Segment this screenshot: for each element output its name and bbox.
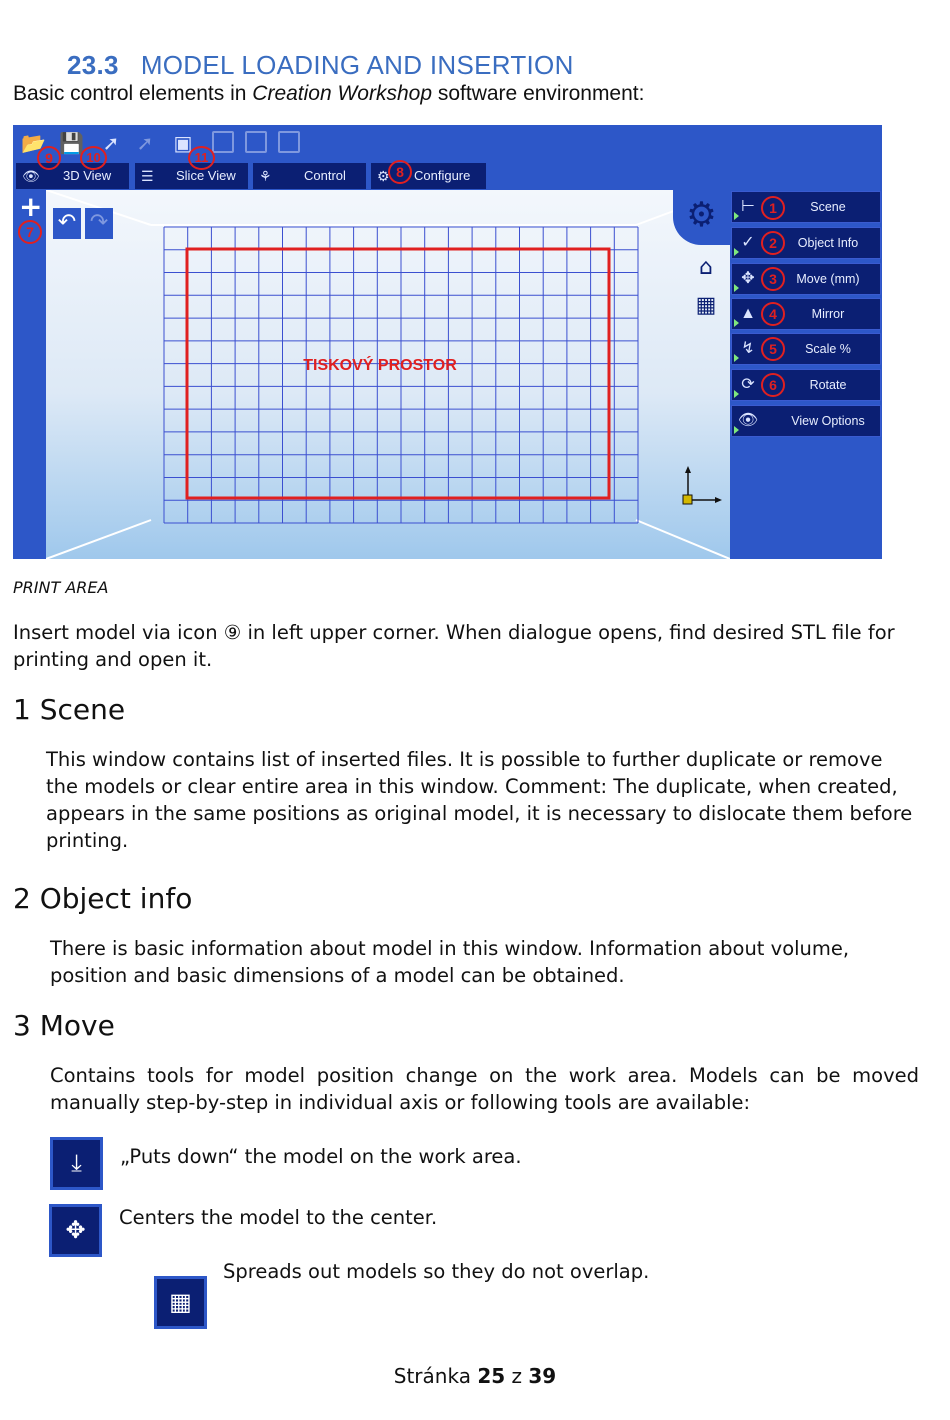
settings-gear-icon[interactable]: ⚙ — [673, 190, 730, 245]
add-model-icon[interactable]: + — [19, 190, 43, 223]
insert-paragraph: Insert model via icon ⑨ in left upper corner. When dialogue opens, find desired STL file for printing and open it. — [13, 621, 895, 671]
intro-after: software environment: — [432, 82, 645, 105]
footer-page-number: 25 — [477, 1364, 506, 1388]
expand-indicator-icon — [734, 284, 739, 292]
redo-icon[interactable]: ↷ — [85, 208, 113, 239]
footer-separator: z — [511, 1364, 523, 1388]
panel-scene-button[interactable] — [731, 191, 881, 223]
marker-9: 9 — [37, 146, 61, 170]
disconnect-icon[interactable]: ➚ — [136, 131, 154, 155]
pause-icon[interactable] — [245, 131, 267, 153]
marker-1: 1 — [761, 196, 785, 220]
tab-slice-view-label: Slice View — [176, 168, 236, 183]
footer-total-pages: 39 — [528, 1364, 557, 1388]
panel-scene-label: Scene — [810, 200, 846, 214]
eye-icon: 👁 — [737, 412, 759, 429]
expand-indicator-icon — [734, 426, 739, 434]
panel-mirror-label: Mirror — [811, 307, 845, 321]
expand-indicator-icon — [734, 248, 739, 256]
page-footer — [0, 1364, 950, 1388]
center-icon: ✥ — [49, 1204, 102, 1257]
marker-8: 8 — [388, 160, 412, 184]
build-plate-grid — [164, 227, 638, 523]
slice-icon[interactable]: ▣ — [173, 131, 193, 155]
joystick-icon: ⚘ — [259, 168, 272, 184]
tab-control[interactable] — [253, 163, 366, 189]
print-area-label: TISKOVÝ PROSTOR — [303, 357, 457, 374]
undo-icon[interactable]: ↶ — [53, 208, 81, 239]
panel-move-label: Move (mm) — [796, 272, 860, 286]
tab-configure-label: Configure — [414, 168, 471, 183]
panel-object-info-label: Object Info — [797, 236, 859, 250]
left-tool-strip — [13, 190, 46, 559]
heading-object-info: 2 Object info — [13, 882, 193, 915]
heading-scene: 1 Scene — [13, 693, 126, 726]
marker-4: 4 — [761, 302, 785, 326]
save-icon[interactable]: 💾 — [59, 131, 84, 155]
stop-icon[interactable] — [278, 131, 300, 153]
panel-object-info-button[interactable] — [731, 227, 881, 259]
tab-control-label: Control — [304, 168, 346, 183]
expand-indicator-icon — [734, 212, 739, 220]
marker-7: 7 — [18, 220, 42, 244]
marker-5: 5 — [761, 337, 785, 361]
heading-move: 3 Move — [13, 1009, 115, 1042]
axes-icon: ⊢ — [741, 198, 755, 215]
spread-out-icon: ▦ — [154, 1276, 207, 1329]
grid-view-icon[interactable]: ▦ — [695, 293, 717, 318]
3d-viewport[interactable] — [46, 190, 730, 559]
marker-6: 6 — [761, 373, 785, 397]
mirror-icon: ▲ — [740, 305, 756, 322]
panel-view-options-button[interactable] — [731, 405, 881, 437]
layers-icon: ☰ — [141, 168, 154, 184]
figure-caption: PRINT AREA — [13, 578, 109, 597]
object-info-paragraph: There is basic information about model in this window. Information about volume, position and basic dimensions of a model can be obtained. — [50, 937, 850, 987]
put-down-icon: ⤓ — [50, 1137, 103, 1190]
panel-scale-label: Scale % — [805, 342, 851, 356]
section-heading — [67, 50, 574, 81]
open-file-icon[interactable]: 📂 — [21, 131, 46, 155]
eye-icon: 👁 — [22, 168, 40, 184]
play-icon[interactable] — [212, 131, 234, 153]
panel-scale-button[interactable] — [731, 333, 881, 365]
intro-line — [13, 82, 644, 106]
marker-11: 11 — [188, 146, 215, 170]
spread-out-text: Spreads out models so they do not overlap. — [223, 1260, 650, 1283]
software-screenshot — [13, 125, 882, 559]
marker-3: 3 — [761, 267, 785, 291]
panel-move-button[interactable] — [731, 263, 881, 295]
section-number: 23.3 — [67, 50, 119, 80]
connect-icon[interactable]: ➚ — [102, 131, 120, 155]
panel-view-options-label: View Options — [791, 414, 865, 428]
intro-app-name: Creation Workshop — [252, 82, 433, 105]
center-text: Centers the model to the center. — [119, 1206, 438, 1229]
expand-indicator-icon — [734, 319, 739, 327]
tab-3d-view[interactable] — [16, 163, 129, 189]
put-down-text: „Puts down“ the model on the work area. — [120, 1145, 522, 1168]
marker-10: 10 — [80, 146, 107, 170]
panel-mirror-button[interactable] — [731, 298, 881, 330]
panel-rotate-button[interactable] — [731, 369, 881, 401]
expand-indicator-icon — [734, 390, 739, 398]
scene-paragraph: This window contains list of inserted files. It is possible to further duplicate or remove the models or clear entire area in this window. Comment: The duplicate, when created, appears in the same positions as original model, it is necessary to dislocate them before printing. — [46, 748, 913, 852]
rotate-icon: ⟳ — [741, 376, 755, 393]
expand-indicator-icon — [734, 354, 739, 362]
axis-indicator-icon — [683, 466, 722, 504]
move-paragraph: Contains tools for model position change on the work area. Models can be moved manually step-by-step in individual axis or following tools are available: — [50, 1064, 919, 1114]
scale-icon: ↯ — [741, 340, 755, 357]
footer-prefix: Stránka — [393, 1364, 471, 1388]
object-info-icon: ✓ — [741, 234, 755, 251]
marker-2: 2 — [761, 231, 785, 255]
panel-rotate-label: Rotate — [809, 378, 847, 392]
intro-before: Basic control elements in — [13, 82, 253, 105]
move-arrows-icon: ✥ — [741, 270, 755, 287]
gears-icon: ⚙ — [377, 168, 390, 184]
home-view-icon[interactable]: ⌂ — [699, 255, 713, 280]
tab-3d-view-label: 3D View — [63, 168, 112, 183]
section-title: MODEL LOADING AND INSERTION — [140, 50, 574, 80]
